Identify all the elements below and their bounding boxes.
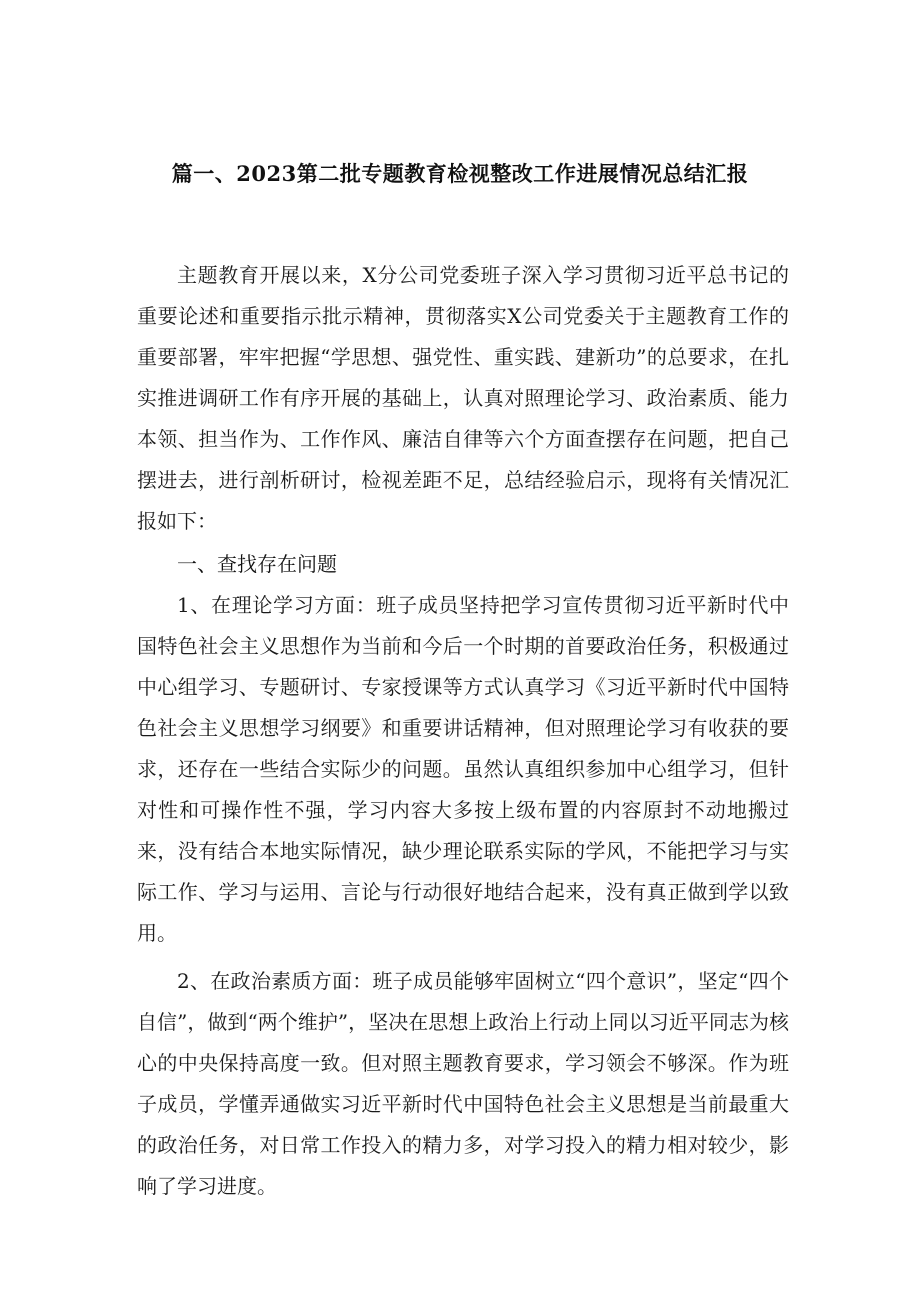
document-title: 篇一、2023第二批专题教育检视整改工作进展情况总结汇报 — [171, 161, 749, 186]
item-2-paragraph: 2、在政治素质方面：班子成员能够牢固树立“四个意识”，坚定“四个自信”，做到“两个维护”，坚决在思想上政治上行动上同以习近平同志为核心的中央保持高度一致。但对照主题教育要求，学习领会不够深。作为班子成员，学懂弄通做实习近平新时代中国特色社会主义思想是当前最重大的政治任务，对日常工作投入的精力多，对学习投入的精力相对较少，影响了学习进度。 — [137, 969, 789, 1198]
section-heading: 一、查找存在问题 — [177, 552, 337, 576]
item-1-paragraph: 1、在理论学习方面：班子成员坚持把学习宣传贯彻习近平新时代中国特色社会主义思想作为当前和今后一个时期的首要政治任务，积极通过中心组学习、专题研讨、专家授课等方式认真学习《习近平新时代中国特色社会主义思想学习纲要》和重要讲话精神，但对照理论学习有收获的要求，还存在一些结合实际少的问题。虽然认真组织参加中心组学习，但针对性和可操作性不强，学习内容大多按上级布置的内容原封不动地搬过来，没有结合本地实际情况，缺少理论联系实际的学风，不能把学习与实际工作、学习与运用、言论与行动很好地结合起来，没有真正做到学以致用。 — [137, 593, 789, 945]
intro-paragraph: 主题教育开展以来，X分公司党委班子深入学习贯彻习近平总书记的重要论述和重要指示批示精神，贯彻落实X公司党委关于主题教育工作的重要部署，牢牢把握“学思想、强党性、重实践、建新功”的总要求，在扎实推进调研工作有序开展的基础上，认真对照理论学习、政治素质、能力本领、担当作为、工作作风、廉洁自律等六个方面查摆存在问题，把自己摆进去，进行剖析研讨，检视差距不足，总结经验启示，现将有关情况汇报如下： — [137, 263, 789, 533]
document-body — [137, 255, 789, 1207]
